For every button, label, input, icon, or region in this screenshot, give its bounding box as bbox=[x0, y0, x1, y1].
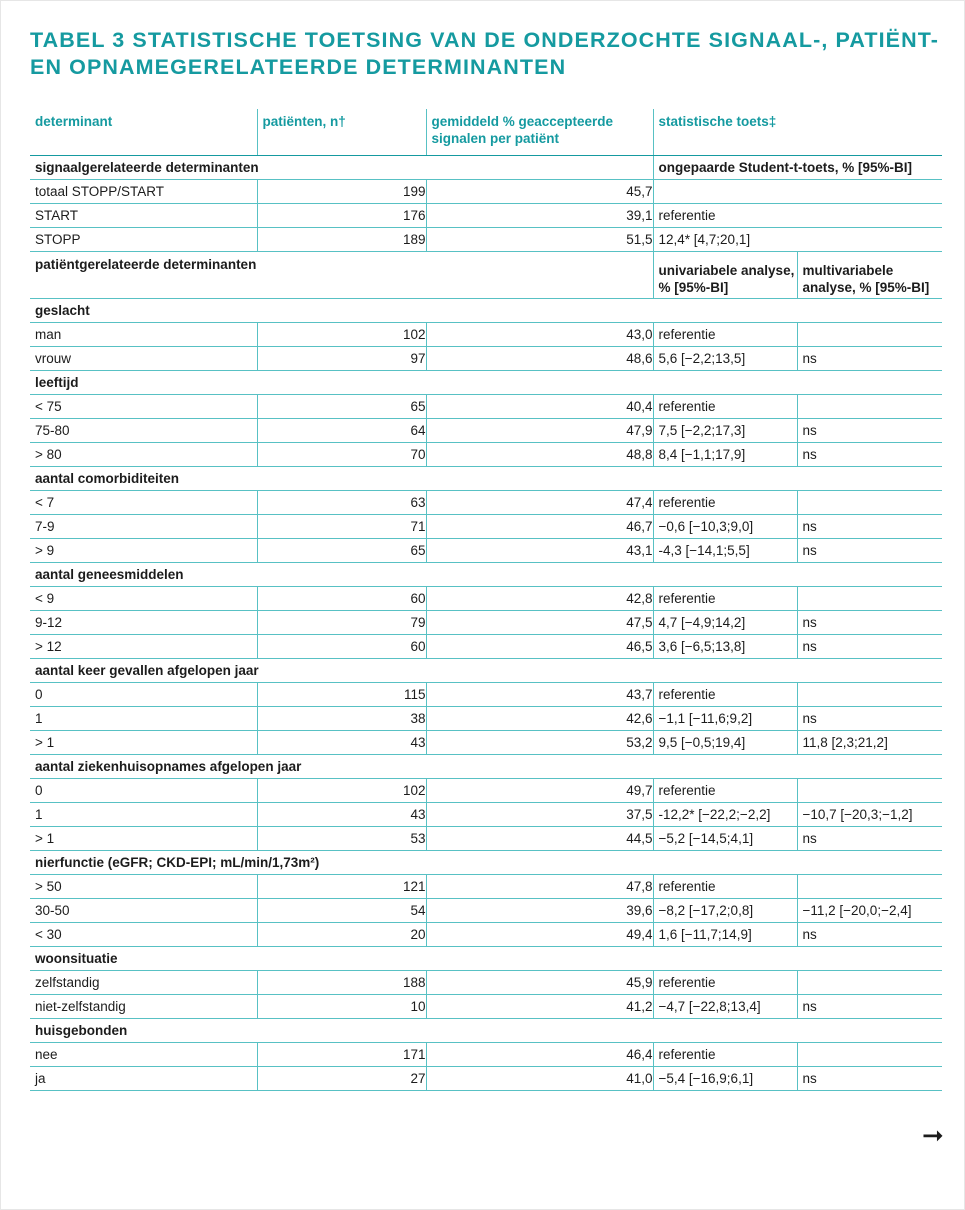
group-label: aantal geneesmiddelen bbox=[30, 563, 942, 587]
row-multivariable bbox=[797, 683, 942, 707]
group-row bbox=[30, 851, 942, 875]
row-n: 176 bbox=[257, 204, 426, 228]
row-multivariable bbox=[797, 323, 942, 347]
group-label: aantal ziekenhuisopnames afgelopen jaar bbox=[30, 755, 942, 779]
row-label: ja bbox=[30, 1067, 257, 1091]
row-univariable: referentie bbox=[653, 779, 797, 803]
row-test: 12,4* [4,7;20,1] bbox=[653, 228, 942, 252]
row-label: START bbox=[30, 204, 257, 228]
row-n: 65 bbox=[257, 395, 426, 419]
row-univariable: −5,4 [−16,9;6,1] bbox=[653, 1067, 797, 1091]
table-row bbox=[30, 707, 942, 731]
row-multivariable: −11,2 [−20,0;−2,4] bbox=[797, 899, 942, 923]
row-mean: 47,5 bbox=[426, 611, 653, 635]
row-n: 70 bbox=[257, 443, 426, 467]
section-label: patiëntgerelateerde determinanten bbox=[30, 252, 653, 299]
table-body bbox=[30, 156, 942, 1091]
row-multivariable: 11,8 [2,3;21,2] bbox=[797, 731, 942, 755]
row-label: < 7 bbox=[30, 491, 257, 515]
row-univariable: -4,3 [−14,1;5,5] bbox=[653, 539, 797, 563]
row-mean: 46,5 bbox=[426, 635, 653, 659]
group-label: woonsituatie bbox=[30, 947, 942, 971]
row-mean: 49,7 bbox=[426, 779, 653, 803]
table-row bbox=[30, 803, 942, 827]
row-label: 1 bbox=[30, 707, 257, 731]
row-univariable: −5,2 [−14,5;4,1] bbox=[653, 827, 797, 851]
table-row bbox=[30, 323, 942, 347]
table-row bbox=[30, 228, 942, 252]
row-n: 27 bbox=[257, 1067, 426, 1091]
table-row bbox=[30, 899, 942, 923]
header-row bbox=[30, 109, 942, 156]
next-page-arrow-icon: ➞ bbox=[922, 1120, 944, 1150]
row-label: 9-12 bbox=[30, 611, 257, 635]
row-label: 0 bbox=[30, 779, 257, 803]
row-multivariable bbox=[797, 971, 942, 995]
row-n: 38 bbox=[257, 707, 426, 731]
row-mean: 41,0 bbox=[426, 1067, 653, 1091]
row-n: 199 bbox=[257, 180, 426, 204]
row-label: man bbox=[30, 323, 257, 347]
row-label: < 30 bbox=[30, 923, 257, 947]
row-multivariable bbox=[797, 875, 942, 899]
table-row bbox=[30, 827, 942, 851]
row-mean: 42,6 bbox=[426, 707, 653, 731]
group-label: geslacht bbox=[30, 299, 942, 323]
row-n: 65 bbox=[257, 539, 426, 563]
row-label: zelfstandig bbox=[30, 971, 257, 995]
row-label: 75-80 bbox=[30, 419, 257, 443]
row-label: > 12 bbox=[30, 635, 257, 659]
row-label: 7-9 bbox=[30, 515, 257, 539]
row-multivariable bbox=[797, 779, 942, 803]
table-row bbox=[30, 995, 942, 1019]
header-determinant: determinant bbox=[30, 109, 257, 156]
row-multivariable: ns bbox=[797, 515, 942, 539]
row-multivariable: ns bbox=[797, 635, 942, 659]
row-label: > 1 bbox=[30, 731, 257, 755]
row-n: 60 bbox=[257, 635, 426, 659]
row-label: > 9 bbox=[30, 539, 257, 563]
row-univariable: -12,2* [−22,2;−2,2] bbox=[653, 803, 797, 827]
table-row bbox=[30, 635, 942, 659]
row-mean: 39,6 bbox=[426, 899, 653, 923]
row-n: 115 bbox=[257, 683, 426, 707]
row-univariable: referentie bbox=[653, 491, 797, 515]
group-row bbox=[30, 563, 942, 587]
section-row bbox=[30, 156, 942, 180]
row-test: referentie bbox=[653, 204, 942, 228]
row-n: 102 bbox=[257, 323, 426, 347]
row-mean: 37,5 bbox=[426, 803, 653, 827]
row-multivariable: ns bbox=[797, 443, 942, 467]
row-mean: 43,0 bbox=[426, 323, 653, 347]
row-n: 43 bbox=[257, 731, 426, 755]
table-row bbox=[30, 731, 942, 755]
row-multivariable: ns bbox=[797, 827, 942, 851]
row-label: nee bbox=[30, 1043, 257, 1067]
row-n: 97 bbox=[257, 347, 426, 371]
row-n: 64 bbox=[257, 419, 426, 443]
group-label: aantal keer gevallen afgelopen jaar bbox=[30, 659, 942, 683]
row-label: > 1 bbox=[30, 827, 257, 851]
row-label: STOPP bbox=[30, 228, 257, 252]
row-mean: 46,7 bbox=[426, 515, 653, 539]
row-univariable: −8,2 [−17,2;0,8] bbox=[653, 899, 797, 923]
row-label: < 9 bbox=[30, 587, 257, 611]
section-label: signaalgerelateerde determinanten bbox=[30, 156, 653, 180]
header-patients: patiënten, n† bbox=[257, 109, 426, 156]
row-mean: 47,4 bbox=[426, 491, 653, 515]
table-row bbox=[30, 180, 942, 204]
row-label: totaal STOPP/START bbox=[30, 180, 257, 204]
row-label: 30-50 bbox=[30, 899, 257, 923]
row-label: vrouw bbox=[30, 347, 257, 371]
row-n: 102 bbox=[257, 779, 426, 803]
table-title: TABEL 3 STATISTISCHE TOETSING VAN DE ONDERZOCHTE SIGNAAL-, PATIËNT- EN OPNAMEGERELATEERDE DETERMINANTEN bbox=[30, 28, 940, 79]
table-row bbox=[30, 1067, 942, 1091]
group-label: aantal comorbiditeiten bbox=[30, 467, 942, 491]
row-mean: 49,4 bbox=[426, 923, 653, 947]
row-n: 188 bbox=[257, 971, 426, 995]
row-multivariable: ns bbox=[797, 707, 942, 731]
row-multivariable bbox=[797, 587, 942, 611]
row-mean: 44,5 bbox=[426, 827, 653, 851]
group-row bbox=[30, 467, 942, 491]
table-row bbox=[30, 515, 942, 539]
row-mean: 43,7 bbox=[426, 683, 653, 707]
row-multivariable: ns bbox=[797, 923, 942, 947]
row-multivariable: ns bbox=[797, 611, 942, 635]
row-multivariable: ns bbox=[797, 419, 942, 443]
row-univariable: referentie bbox=[653, 587, 797, 611]
group-row bbox=[30, 1019, 942, 1043]
row-n: 71 bbox=[257, 515, 426, 539]
row-label: niet-zelfstandig bbox=[30, 995, 257, 1019]
row-mean: 47,8 bbox=[426, 875, 653, 899]
statistics-table bbox=[30, 109, 942, 1091]
group-row bbox=[30, 947, 942, 971]
row-multivariable: ns bbox=[797, 1067, 942, 1091]
row-multivariable bbox=[797, 395, 942, 419]
row-n: 43 bbox=[257, 803, 426, 827]
header-mean: gemiddeld % geaccepteerde signalen per patiënt bbox=[426, 109, 653, 156]
table-row bbox=[30, 419, 942, 443]
group-row bbox=[30, 371, 942, 395]
row-label: < 75 bbox=[30, 395, 257, 419]
row-univariable: referentie bbox=[653, 1043, 797, 1067]
row-mean: 48,8 bbox=[426, 443, 653, 467]
row-label: > 80 bbox=[30, 443, 257, 467]
row-mean: 42,8 bbox=[426, 587, 653, 611]
group-row bbox=[30, 299, 942, 323]
row-label: > 50 bbox=[30, 875, 257, 899]
row-n: 20 bbox=[257, 923, 426, 947]
row-multivariable: ns bbox=[797, 995, 942, 1019]
row-mean: 41,2 bbox=[426, 995, 653, 1019]
row-univariable: 3,6 [−6,5;13,8] bbox=[653, 635, 797, 659]
section-test-label: ongepaarde Student-t-toets, % [95%-BI] bbox=[653, 156, 942, 180]
table-row bbox=[30, 443, 942, 467]
section-row bbox=[30, 252, 942, 299]
table-row bbox=[30, 347, 942, 371]
row-univariable: referentie bbox=[653, 323, 797, 347]
group-label: leeftijd bbox=[30, 371, 942, 395]
table-row bbox=[30, 779, 942, 803]
row-mean: 47,9 bbox=[426, 419, 653, 443]
row-mean: 53,2 bbox=[426, 731, 653, 755]
row-test bbox=[653, 180, 942, 204]
row-univariable: 8,4 [−1,1;17,9] bbox=[653, 443, 797, 467]
row-label: 0 bbox=[30, 683, 257, 707]
row-univariable: 9,5 [−0,5;19,4] bbox=[653, 731, 797, 755]
row-mean: 48,6 bbox=[426, 347, 653, 371]
row-univariable: referentie bbox=[653, 683, 797, 707]
multivariable-label: multivariabele analyse, % [95%-BI] bbox=[797, 252, 942, 299]
group-label: huisgebonden bbox=[30, 1019, 942, 1043]
row-mean: 51,5 bbox=[426, 228, 653, 252]
row-mean: 45,9 bbox=[426, 971, 653, 995]
row-n: 60 bbox=[257, 587, 426, 611]
group-row bbox=[30, 659, 942, 683]
row-mean: 40,4 bbox=[426, 395, 653, 419]
table-row bbox=[30, 539, 942, 563]
row-mean: 45,7 bbox=[426, 180, 653, 204]
table-row bbox=[30, 204, 942, 228]
group-row bbox=[30, 755, 942, 779]
row-n: 189 bbox=[257, 228, 426, 252]
row-mean: 43,1 bbox=[426, 539, 653, 563]
table-row bbox=[30, 395, 942, 419]
row-univariable: 4,7 [−4,9;14,2] bbox=[653, 611, 797, 635]
row-multivariable bbox=[797, 1043, 942, 1067]
row-mean: 39,1 bbox=[426, 204, 653, 228]
table-row bbox=[30, 971, 942, 995]
row-univariable: referentie bbox=[653, 395, 797, 419]
row-n: 79 bbox=[257, 611, 426, 635]
table-row bbox=[30, 875, 942, 899]
group-label: nierfunctie (eGFR; CKD-EPI; mL/min/1,73m²) bbox=[30, 851, 942, 875]
row-univariable: referentie bbox=[653, 971, 797, 995]
header-test: statistische toets‡ bbox=[653, 109, 942, 156]
row-label: 1 bbox=[30, 803, 257, 827]
row-n: 10 bbox=[257, 995, 426, 1019]
univariable-label: univariabele analyse, % [95%-BI] bbox=[653, 252, 797, 299]
row-multivariable bbox=[797, 491, 942, 515]
row-univariable: referentie bbox=[653, 875, 797, 899]
row-univariable: −1,1 [−11,6;9,2] bbox=[653, 707, 797, 731]
row-n: 171 bbox=[257, 1043, 426, 1067]
table-row bbox=[30, 683, 942, 707]
row-n: 54 bbox=[257, 899, 426, 923]
row-multivariable: −10,7 [−20,3;−1,2] bbox=[797, 803, 942, 827]
row-multivariable: ns bbox=[797, 347, 942, 371]
row-n: 53 bbox=[257, 827, 426, 851]
row-univariable: −4,7 [−22,8;13,4] bbox=[653, 995, 797, 1019]
row-univariable: 5,6 [−2,2;13,5] bbox=[653, 347, 797, 371]
row-n: 63 bbox=[257, 491, 426, 515]
row-univariable: −0,6 [−10,3;9,0] bbox=[653, 515, 797, 539]
table-row bbox=[30, 1043, 942, 1067]
row-n: 121 bbox=[257, 875, 426, 899]
table-row bbox=[30, 923, 942, 947]
row-univariable: 1,6 [−11,7;14,9] bbox=[653, 923, 797, 947]
row-multivariable: ns bbox=[797, 539, 942, 563]
table-row bbox=[30, 491, 942, 515]
row-mean: 46,4 bbox=[426, 1043, 653, 1067]
table-row bbox=[30, 587, 942, 611]
row-univariable: 7,5 [−2,2;17,3] bbox=[653, 419, 797, 443]
table-row bbox=[30, 611, 942, 635]
